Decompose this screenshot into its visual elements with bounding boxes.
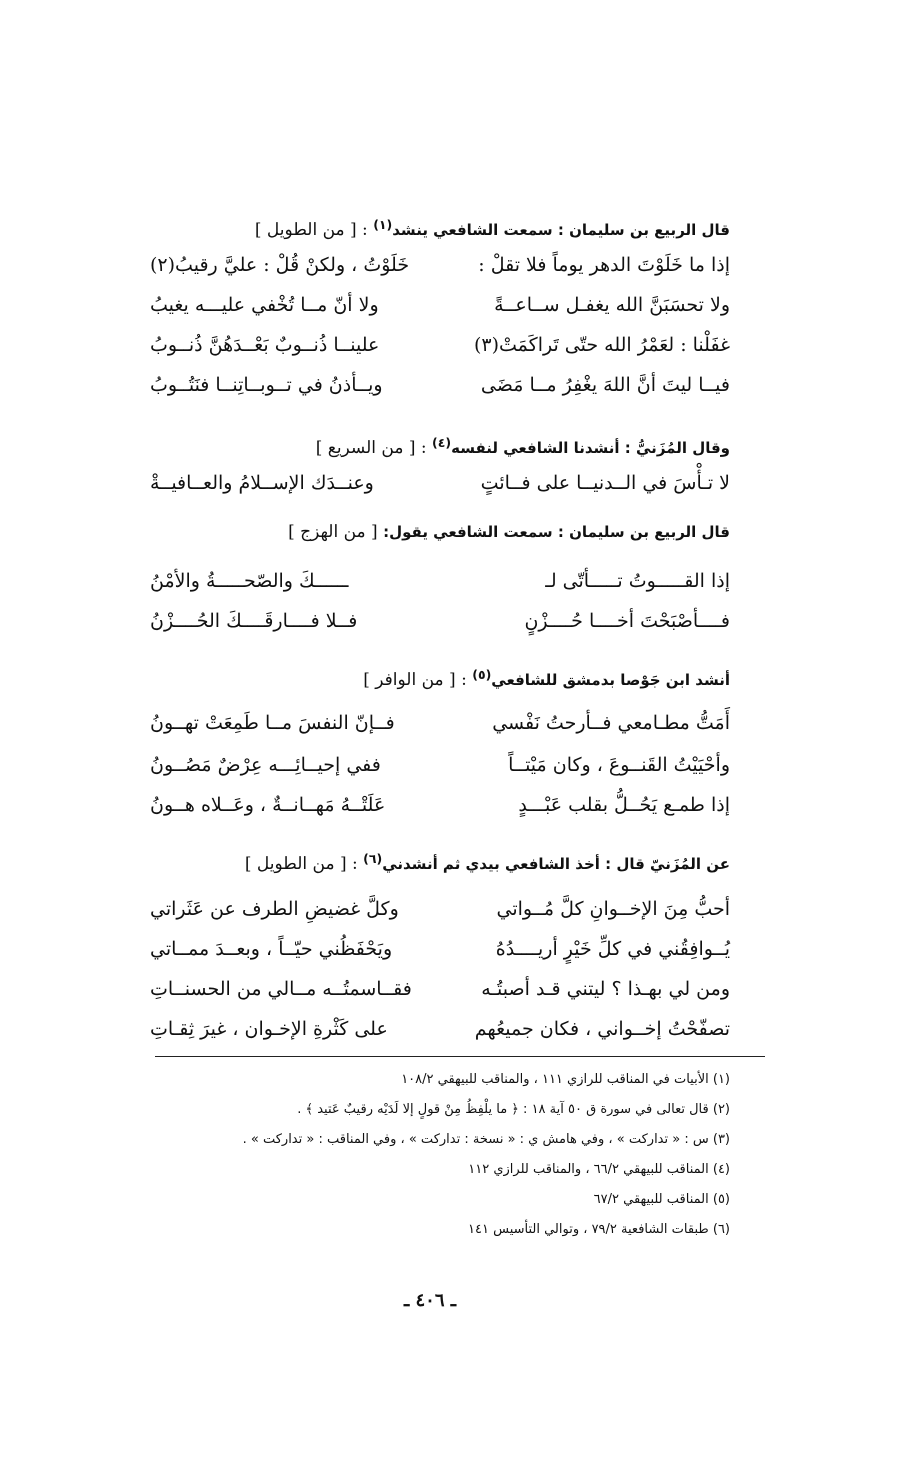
verse-line — [150, 972, 730, 1006]
verse-line — [150, 248, 730, 282]
second-hemistich: ولا أنّ مــا تُخْفي عليـــه يغيبُ — [150, 294, 379, 316]
second-hemistich: فــإنّ النفسَ مــا طَمِعَتْ تهــونُ — [150, 712, 395, 734]
intro-text: وقال المُزَنيُّ : أنشدنا الشافعي لنفسه — [451, 439, 730, 457]
verse-line — [150, 604, 730, 638]
note-ref: (٦) — [363, 851, 383, 866]
verse-line — [150, 932, 730, 966]
first-hemistich: فيــا ليتَ أنَّ اللهَ يغْفِرُ مــا مَضَى — [480, 374, 730, 396]
second-hemistich: فقــاسمتُــه مــالي من الحسنــاتِ — [150, 978, 412, 1000]
footnote: (٤) المناقب للبيهقي ٦٦/٢ ، والمناقب للرازي ١١٢ — [468, 1162, 730, 1177]
footnote: (٥) المناقب للبيهقي ٦٧/٢ — [593, 1192, 730, 1207]
footnote: (٦) طبقات الشافعية ٧٩/٢ ، وتوالي التأسيس ١٤١ — [468, 1222, 730, 1237]
verse-line — [150, 288, 730, 322]
second-hemistich: وكلَّ غضيضِ الطرف عن عَثَراتي — [150, 898, 399, 920]
footnote-divider — [155, 1056, 765, 1057]
second-hemistich: فــلا فــــارقَــــكَ الحُــــزْنُ — [150, 610, 358, 632]
second-hemistich: ففي إحيــائِـــه عِرْضٌ مَصُــونُ — [150, 754, 381, 776]
verse-line — [150, 1012, 730, 1046]
first-hemistich: أحبُّ مِنَ الإخــوانِ كلَّ مُــواتي — [496, 898, 730, 920]
meter-label: : [ من الطويل ] — [254, 220, 374, 240]
note-ref: (٥) — [472, 667, 492, 682]
verse-line — [150, 706, 730, 740]
first-hemistich: فــــأصْبَحْتَ أخــــا حُــــزْنٍ — [524, 610, 730, 632]
meter-label: : [ من الوافر ] — [363, 670, 473, 690]
meter-label: [ من الهزج ] — [288, 522, 384, 542]
meter-label: : [ من السريع ] — [315, 438, 433, 458]
verse-line — [150, 788, 730, 822]
first-hemistich: إذا ما خَلَوْتَ الدهر يوماً فلا تقلْ : — [478, 254, 730, 276]
footnote: (١) الأبيات في المناقب للرازي ١١١ ، والمناقب للبيهقي ١٠٨/٢ — [401, 1072, 730, 1087]
intro-text: أنشد ابن جَوْصا بدمشق للشافعي — [491, 671, 730, 689]
second-hemistich: ــــــكَ والصّحـــــةُ والأمْنُ — [150, 570, 349, 592]
verse-line — [150, 368, 730, 402]
second-hemistich: علينــا ذُنــوبٌ بَعْــدَهُنَّ ذُنــوبُ — [150, 334, 380, 356]
section-intro-2 — [90, 432, 730, 459]
verse-line — [150, 328, 730, 362]
second-hemistich: على كَثْرةِ الإخـوان ، غيرَ ثِقـاتِ — [150, 1018, 388, 1040]
intro-text: عن المُزَنيّ قال : أخذ الشافعي بيدي ثم أنشدني — [382, 855, 730, 873]
first-hemistich: إذا طمـع يَحُــلُّ بقلب عَبْـــدٍ — [518, 794, 730, 816]
first-hemistich: لا تـأْسَ في الــدنيــا على فــائتٍ — [480, 472, 730, 494]
intro-text: قال الربيع بن سليمان : سمعت الشافعي يقول: — [383, 523, 730, 541]
note-ref: (١) — [373, 217, 393, 232]
first-hemistich: تصفّحْتُ إخــواني ، فكان جميعُهم — [474, 1018, 730, 1040]
section-intro-4 — [90, 664, 730, 691]
verse-line — [150, 892, 730, 926]
second-hemistich: ويــأذنُ في تــوبــاتِنــا فنَتُــوبُ — [150, 374, 383, 396]
second-hemistich: وعنــدَك الإســلامُ والعــافيــةْ — [150, 472, 374, 494]
footnote: (٣) س : « تداركت » ، وفي هامش ي : « نسخة : تدارکت » ، وفي المناقب : « تدارکت » . — [242, 1132, 730, 1147]
section-intro-3 — [90, 516, 730, 543]
note-ref: (٤) — [432, 435, 452, 450]
verse-line — [150, 466, 730, 500]
first-hemistich: إذا القـــــوتُ تـــــأتّى لـ — [545, 570, 730, 592]
section-intro-1 — [90, 214, 730, 241]
first-hemistich: أَمَتُّ مطـامعي فــأرحتُ نَفْسي — [492, 712, 730, 734]
second-hemistich: خَلَوْتُ ، ولكنْ قُلْ : عليَّ رقيبُ(٢) — [150, 254, 410, 276]
first-hemistich: يُــوافِقُني في كلِّ خَيْرٍ أريــــدُهُ — [495, 938, 730, 960]
first-hemistich: ومن لي بهـذا ؟ ليتني قـد أصبتُـه — [481, 978, 730, 1000]
first-hemistich: ولا تحسَبَنَّ الله يغفـل ســاعــةً — [494, 294, 730, 316]
footnote: (٢) قال تعالى في سورة ق ٥٠ آية ١٨ : ﴿ ما يلْفِظُ مِنْ قولٍ إلا لَدَيْه رقيبٌ عَتيد ﴾ . — [297, 1102, 730, 1117]
meter-label: : [ من الطويل ] — [244, 854, 364, 874]
verse-line — [150, 564, 730, 598]
page-number: ـ ٤٠٦ ـ — [403, 1290, 457, 1311]
intro-text: قال الربيع بن سليمان : سمعت الشافعي ينشد — [392, 221, 730, 239]
section-intro-5 — [90, 848, 730, 875]
second-hemistich: ويَحْفَظُني حيّــاً ، وبعــدَ ممــاتي — [150, 938, 393, 960]
first-hemistich: وأحْيَيْتُ القَنــوعَ ، وكان مَيْتــاً — [508, 754, 730, 776]
second-hemistich: عَلَتْــهُ مَهــانــةٌ ، وعَــلاه هــونُ — [150, 794, 386, 816]
first-hemistich: غفَلْنا : لعَمْرُ الله حتّى تَراكَمَتْ(٣) — [473, 334, 730, 356]
verse-line — [150, 748, 730, 782]
